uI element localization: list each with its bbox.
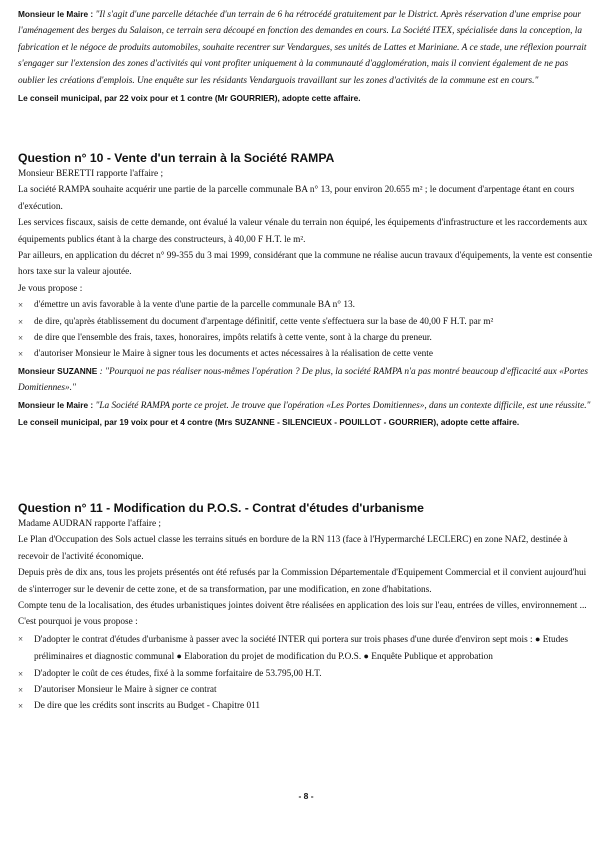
question-11-section	[18, 500, 596, 715]
speaker-label: Monsieur SUZANNE	[18, 365, 98, 376]
cross-bullet-icon: ×	[18, 349, 24, 360]
paragraph: Le Plan d'Occupation des Sols actuel classe les terrains situés en bordure de la RN 113 (face à l'Hypermarché LECLERC) en zone NAf2, destinée à recevoir de l'activité économique.	[18, 535, 568, 562]
cross-bullet-icon: ×	[18, 701, 24, 712]
paragraph: Par ailleurs, en application du décret n° 99-355 du 3 mai 1999, considérant que la commune ne réalise aucun travaux d'équipements, la vente est consentie hors taxe sur la valeur ajoutée.	[18, 251, 593, 278]
list-item: × de dire, qu'après établissement du document d'arpentage définitif, cette vente s'effectuera sur la base de 40,00 F H.T. par m²	[18, 314, 596, 330]
list-item: × d'émettre un avis favorable à la vente d'une partie de la parcelle communale BA n° 13.	[18, 297, 596, 313]
cross-bullet-icon: ×	[18, 633, 24, 644]
dot-bullet-icon: ●	[363, 651, 369, 662]
rapporteur-line: Monsieur BERETTI rapporte l'affaire ;	[18, 169, 164, 179]
intro-paragraph	[18, 6, 596, 89]
suzanne-intervention	[18, 363, 596, 397]
cross-bullet-icon: ×	[18, 685, 24, 696]
speaker-label: Monsieur le Maire :	[18, 9, 94, 19]
list-item: × D'autoriser Monsieur le Maire à signer ce contrat	[18, 682, 596, 698]
dot-bullet-icon: ●	[534, 633, 541, 644]
phase-item: Enquête Publique et approbation	[371, 652, 493, 663]
list-item: × de dire que l'ensemble des frais, taxes, honoraires, impôts relatifs à cette vente, sont à la charge du preneur.	[18, 330, 596, 346]
cross-bullet-icon: ×	[18, 668, 24, 679]
cross-bullet-icon: ×	[18, 316, 24, 327]
maire-intervention	[18, 397, 596, 414]
list-item: × d'autoriser Monsieur le Maire à signer tous les documents et actes nécessaires à la réalisation de cette vente	[18, 346, 596, 362]
phase-item: Elaboration du projet de modification du P.O.S.	[184, 652, 362, 663]
phase-item: Etudes préliminaires et diagnostic communal	[34, 634, 569, 663]
rapporteur-line: Madame AUDRAN rapporte l'affaire ;	[18, 519, 161, 529]
speaker-quote: : "Pourquoi ne pas réaliser nous-mêmes l'opération ? De plus, la société RAMPA n'a pas montré beaucoup d'efficacité aux «Portes Domitiennes»."	[18, 366, 589, 394]
speaker-quote: "La Société RAMPA porte ce projet. Je trouve que l'opération «Les Portes Domitiennes», dans un contexte difficile, est une réussite."	[95, 400, 591, 411]
list-item: × De dire que les crédits sont inscrits au Budget - Chapitre 011	[18, 698, 596, 714]
question-10-section	[18, 150, 596, 431]
page-number: - 8 -	[298, 791, 314, 801]
speaker-label: Monsieur le Maire :	[18, 399, 94, 410]
list-item: × D'adopter le contrat d'études d'urbanisme à passer avec la société INTER qui portera sur trois phases d'une durée d'environ sept mois : ● Etudes préliminaires et diagnostic communal ● Elaboration du projet de modification du P.O.S. ● Enquête Publique et approbation	[18, 631, 596, 666]
paragraph: Les services fiscaux, saisis de cette demande, ont évalué la valeur vénale du terrain non équipé, les équipements d'infrastructure et les raccordements aux équipements publics étant à la charge des constructeurs, à 40,00 F H.T. le m².	[18, 218, 588, 245]
propose-line: C'est pourquoi je vous propose :	[18, 617, 138, 628]
paragraph: Compte tenu de la localisation, des études urbanistiques jointes doivent être réalisées en application des lois sur l'eau, entrées de villes, environnement ...	[18, 601, 587, 612]
list-item: × D'adopter le coût de ces études, fixé à la somme forfaitaire de 53.795,00 H.T.	[18, 666, 596, 682]
vote-result: Le conseil municipal, par 19 voix pour et 4 contre (Mrs SUZANNE - SILENCIEUX - POUILLOT - GOURRIER), adopte cette affaire.	[18, 417, 520, 428]
question-title: Question n° 11 - Modification du P.O.S. - Contrat d'études d'urbanisme	[18, 501, 424, 515]
speaker-quote: "Il s'agit d'une parcelle détachée d'un terrain de 6 ha rétrocédé gratuitement par le District. Après réservation d'une emprise pour l'aménagement des berges du Salaison, ce terrain sera découpé en fonction des demandes en cours. La Société ITEX, spécialisée dans la conception, la fabrication et le négoce de produits automobiles, souhaite recentrer sur Vendargues, ses unités de Lattes et Mariniane. A ce stade, une réflexion pourrait s'engager sur l'extension des zones d'activités qui vont profiter uniquement à la communauté d'agglomération, mais il convient également de ne pas oublier les créations d'emplois. Une enquête sur les résidants Vendarguois travaillant sur les zones d'activités de la commune est en cours."	[18, 10, 587, 86]
paragraph: La société RAMPA souhaite acquérir une partie de la parcelle communale BA n° 13, pour environ 20.655 m² ; le document d'arpentage étant en cours d'exécution.	[18, 185, 575, 212]
dot-bullet-icon: ●	[176, 651, 182, 662]
cross-bullet-icon: ×	[18, 333, 24, 344]
question-title: Question n° 10 - Vente d'un terrain à la Société RAMPA	[18, 151, 335, 165]
paragraph: Depuis près de dix ans, tous les projets présentés ont été refusés par la Commission Départementale d'Equipement Commercial et il convient aujourd'hui de s'interroger sur le devenir de cette zone, et de sa transformation, par une modification, en zone d'habitations.	[18, 568, 587, 595]
cross-bullet-icon: ×	[18, 300, 24, 311]
propose-line: Je vous propose :	[18, 283, 83, 294]
intro-section	[18, 6, 596, 106]
vote-result: Le conseil municipal, par 22 voix pour et 1 contre (Mr GOURRIER), adopte cette affaire.	[18, 93, 361, 104]
